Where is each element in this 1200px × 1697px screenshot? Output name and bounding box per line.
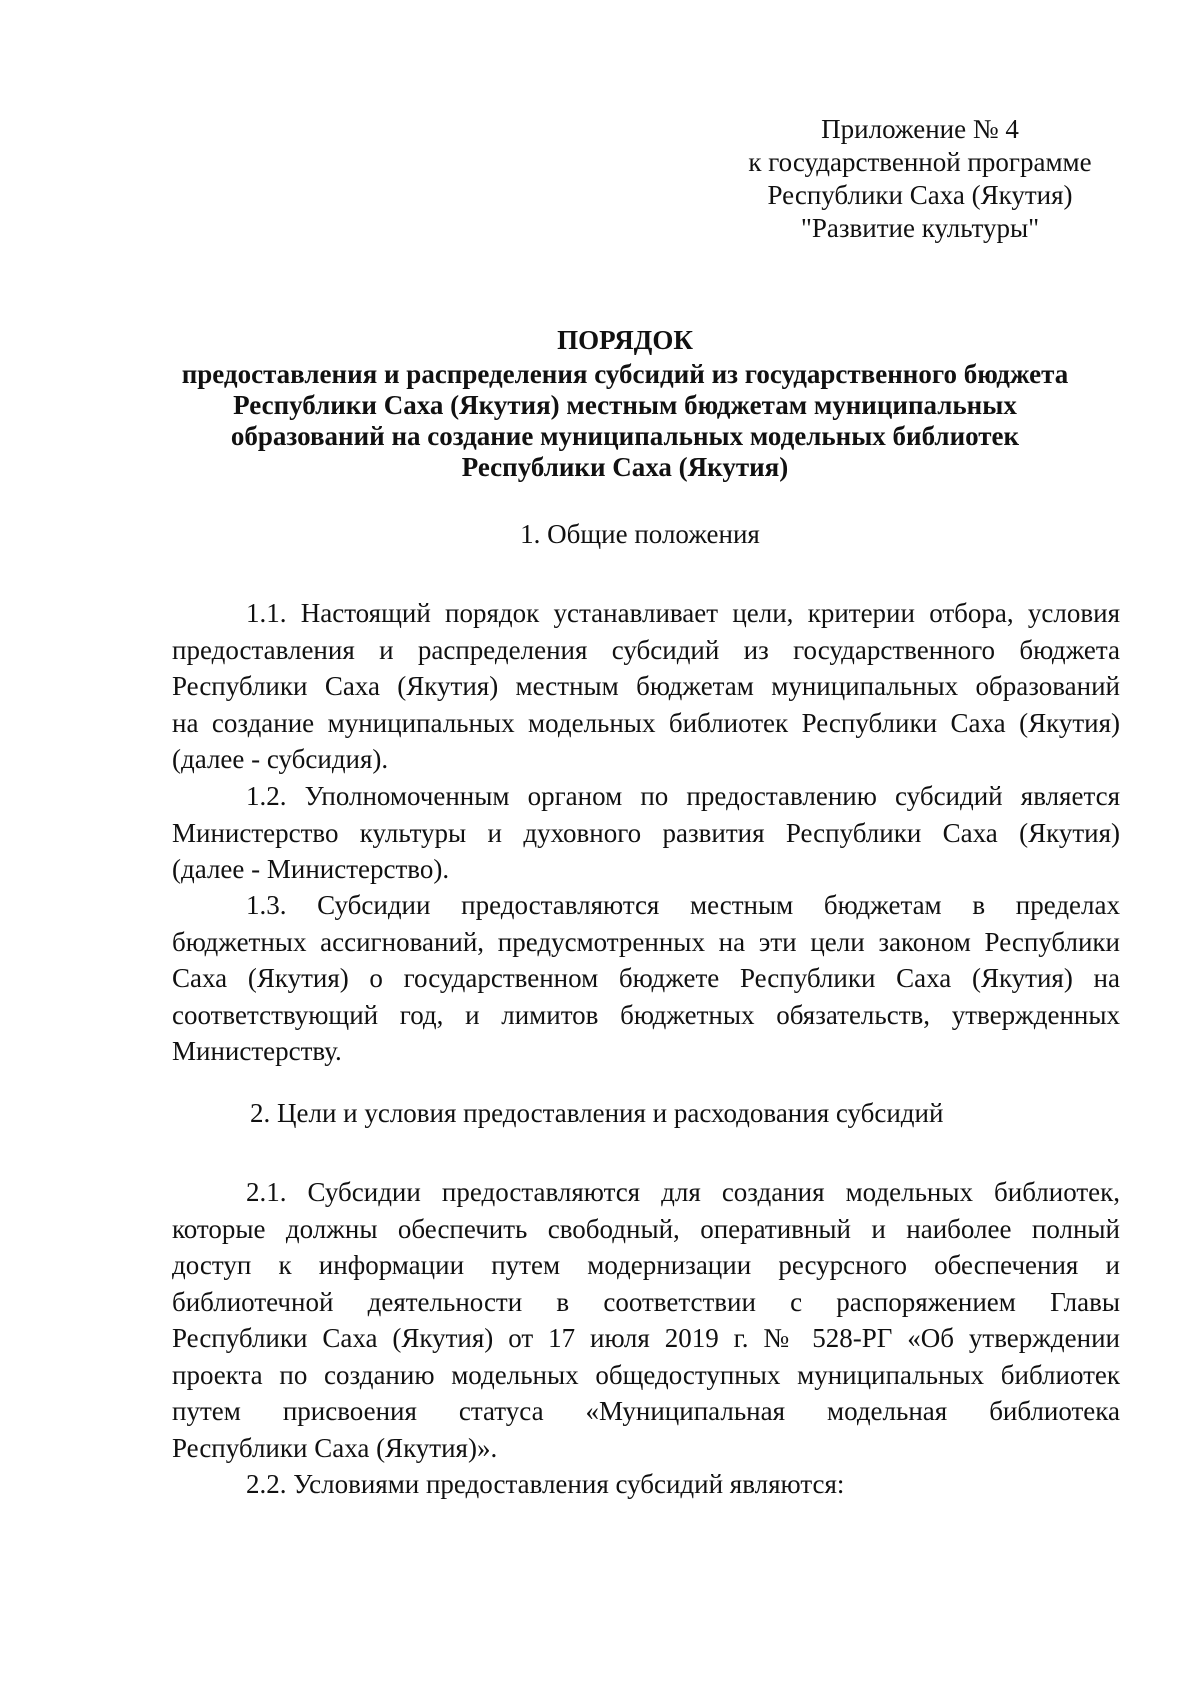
- paragraph-line: на создание муниципальных модельных библиотек Республики Саха (Якутия): [172, 707, 1120, 738]
- paragraph-2-2: [172, 1466, 1120, 1503]
- paragraph-line: Республики Саха (Якутия) от 17 июля 2019 г. № 528-РГ «Об утверждении: [172, 1323, 1120, 1353]
- paragraph-line: соответствующий год, и лимитов бюджетных обязательств, утвержденных: [172, 999, 1120, 1030]
- title-line: образований на создание муниципальных модельных библиотек: [230, 421, 1020, 451]
- paragraph-line: библиотечной деятельности в соответствии с распоряжением Главы: [172, 1286, 1120, 1317]
- paragraph-line: Республики Саха (Якутия) местным бюджетам муниципальных образований: [172, 671, 1120, 701]
- paragraph-line: доступ к информации путем модернизации ресурсного обеспечения и: [172, 1250, 1120, 1280]
- appendix-line: к государственной программе: [748, 147, 1092, 177]
- appendix-note: [720, 113, 1120, 245]
- title-line: Республики Саха (Якутия): [461, 452, 789, 482]
- paragraph-line: Министерство культуры и духовного развития Республики Саха (Якутия): [172, 817, 1120, 848]
- section-heading-2: 2. Цели и условия предоставления и расходования субсидий: [250, 1098, 944, 1128]
- document-title: [150, 325, 1100, 483]
- paragraph-line: Республики Саха (Якутия)».: [172, 1432, 498, 1463]
- title-line: предоставления и распределения субсидий из государственного бюджета: [181, 359, 1069, 389]
- section-heading-1: 1. Общие положения: [520, 519, 760, 549]
- appendix-line: Республики Саха (Якутия): [767, 180, 1073, 210]
- paragraph-line: 1.3. Субсидии предоставляются местным бюджетам в пределах: [246, 890, 1120, 920]
- paragraph-1-2: [172, 778, 1120, 888]
- paragraph-line: предоставления и распределения субсидий из государственного бюджета: [172, 634, 1120, 665]
- paragraph-1-3: [172, 887, 1120, 1070]
- paragraph-2-1: [172, 1174, 1120, 1466]
- paragraph-line: Саха (Якутия) о государственном бюджете Республики Саха (Якутия) на: [172, 963, 1120, 993]
- paragraph-1-1: [172, 595, 1120, 778]
- title-line: Республики Саха (Якутия) местным бюджетам муниципальных: [233, 390, 1017, 420]
- paragraph-line: Министерству.: [172, 1036, 342, 1066]
- paragraph-line: бюджетных ассигнований, предусмотренных на эти цели законом Республики: [172, 926, 1120, 957]
- paragraph-line: 1.2. Уполномоченным органом по предоставлению субсидий является: [246, 781, 1120, 811]
- paragraph-line: которые должны обеспечить свободный, оперативный и наиболее полный: [172, 1213, 1120, 1244]
- paragraph-line: (далее - Министерство).: [172, 854, 450, 884]
- paragraph-line: 1.1. Настоящий порядок устанавливает цели, критерии отбора, условия: [246, 598, 1120, 628]
- paragraph-line: 2.2. Условиями предоставления субсидий являются:: [246, 1469, 845, 1499]
- paragraph-line: (далее - субсидия).: [172, 744, 389, 774]
- paragraph-line: путем присвоения статуса «Муниципальная модельная библиотека: [172, 1396, 1120, 1426]
- title-main: ПОРЯДОК: [557, 325, 693, 355]
- paragraph-line: проекта по созданию модельных общедоступных муниципальных библиотек: [172, 1359, 1120, 1390]
- paragraph-line: 2.1. Субсидии предоставляются для создания модельных библиотек,: [246, 1177, 1120, 1207]
- appendix-line: "Развитие культуры": [800, 213, 1040, 243]
- appendix-line: Приложение № 4: [821, 114, 1019, 144]
